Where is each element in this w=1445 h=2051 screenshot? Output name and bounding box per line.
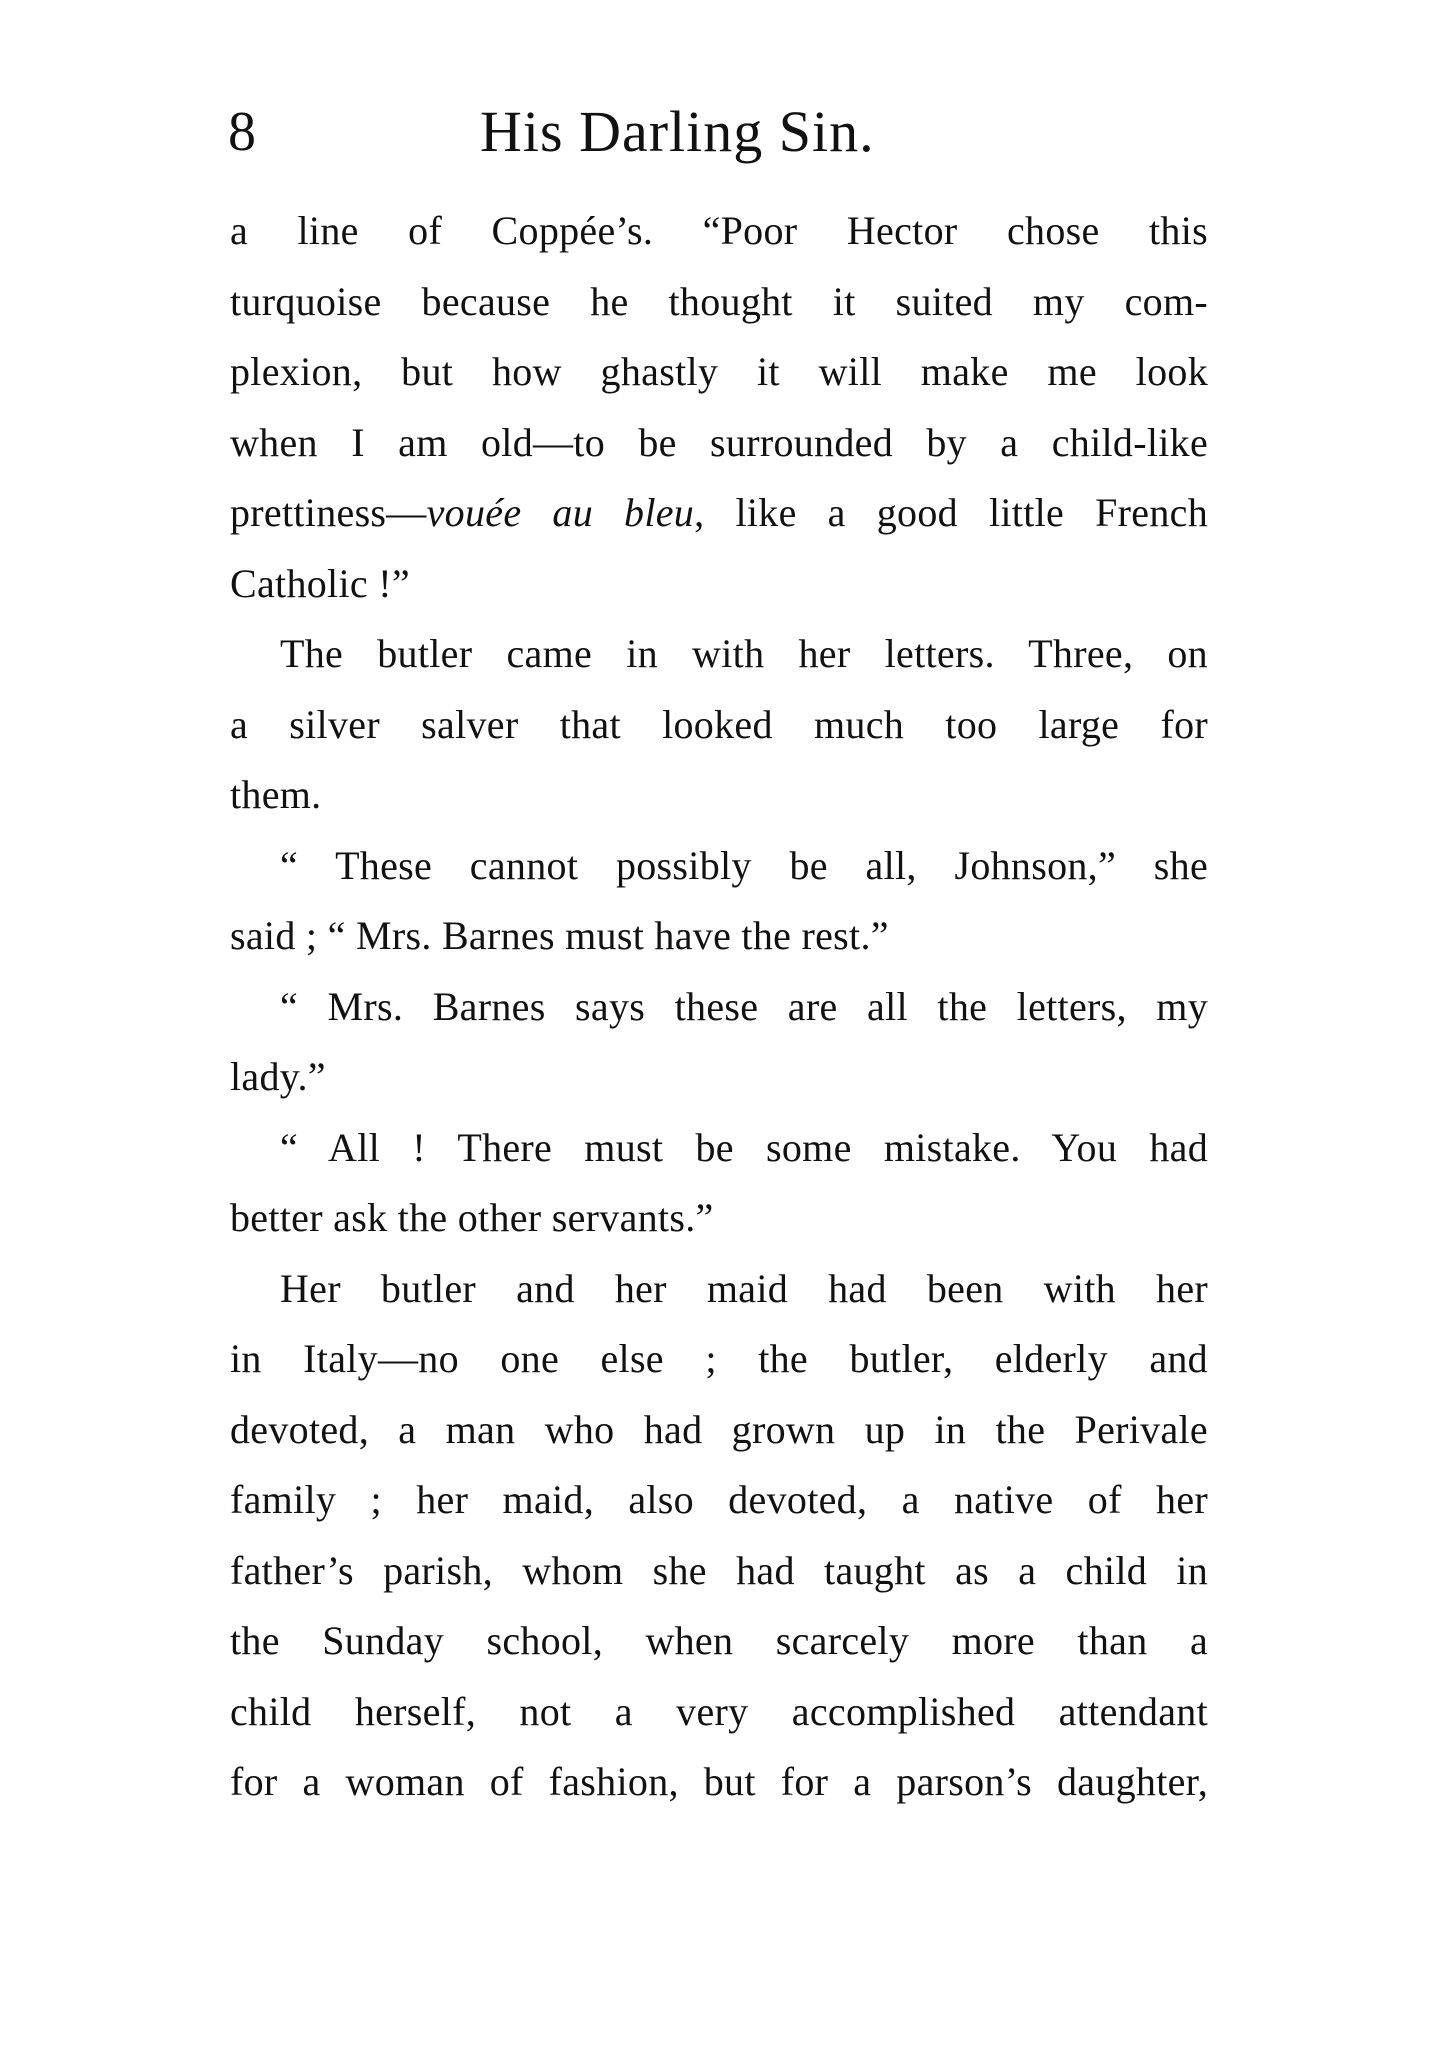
- text-line: father’s parish, whom she had taught as a child in: [230, 1547, 1208, 1593]
- italic-phrase: vouée au bleu: [426, 490, 695, 535]
- text-line: a silver salver that looked much too large for: [230, 701, 1208, 747]
- text-line: when I am old—to be surrounded by a child-like: [230, 419, 1208, 465]
- running-title: His Darling Sin.: [480, 99, 875, 164]
- text-line: said ; “ Mrs. Barnes must have the rest.”: [230, 913, 889, 958]
- running-head: [228, 92, 1208, 172]
- text-segment: , like a good little French: [694, 490, 1208, 535]
- text-line: “ These cannot possibly be all, Johnson,” she: [280, 842, 1208, 888]
- text-line: Her butler and her maid had been with her: [280, 1265, 1208, 1311]
- page-number: 8: [228, 101, 256, 163]
- text-segment: prettiness—: [230, 490, 427, 535]
- text-line: for a woman of fashion, but for a parson’s daughter,: [230, 1759, 1208, 1804]
- text-line: [230, 478, 1208, 549]
- text-line: them.: [230, 772, 322, 817]
- body-text: [230, 196, 1208, 1818]
- text-line: turquoise because he thought it suited my com-: [230, 278, 1208, 324]
- text-line: a line of Coppée’s. “Poor Hector chose this: [230, 208, 1208, 253]
- text-line: the Sunday school, when scarcely more than a: [230, 1618, 1208, 1663]
- text-line: “ Mrs. Barnes says these are all the letters, my: [280, 983, 1208, 1029]
- text-line: better ask the other servants.”: [230, 1195, 714, 1240]
- text-line: devoted, a man who had grown up in the Perivale: [230, 1406, 1208, 1452]
- text-line: The butler came in with her letters. Three, on: [280, 631, 1208, 676]
- text-line: lady.”: [230, 1054, 326, 1099]
- text-line: family ; her maid, also devoted, a native of her: [230, 1477, 1208, 1522]
- text-line: “ All ! There must be some mistake. You had: [280, 1124, 1208, 1170]
- text-line: child herself, not a very accomplished attendant: [230, 1688, 1208, 1734]
- text-line: in Italy—no one else ; the butler, elderly and: [230, 1336, 1208, 1381]
- text-line: plexion, but how ghastly it will make me look: [230, 349, 1208, 394]
- text-line: Catholic !”: [230, 560, 410, 606]
